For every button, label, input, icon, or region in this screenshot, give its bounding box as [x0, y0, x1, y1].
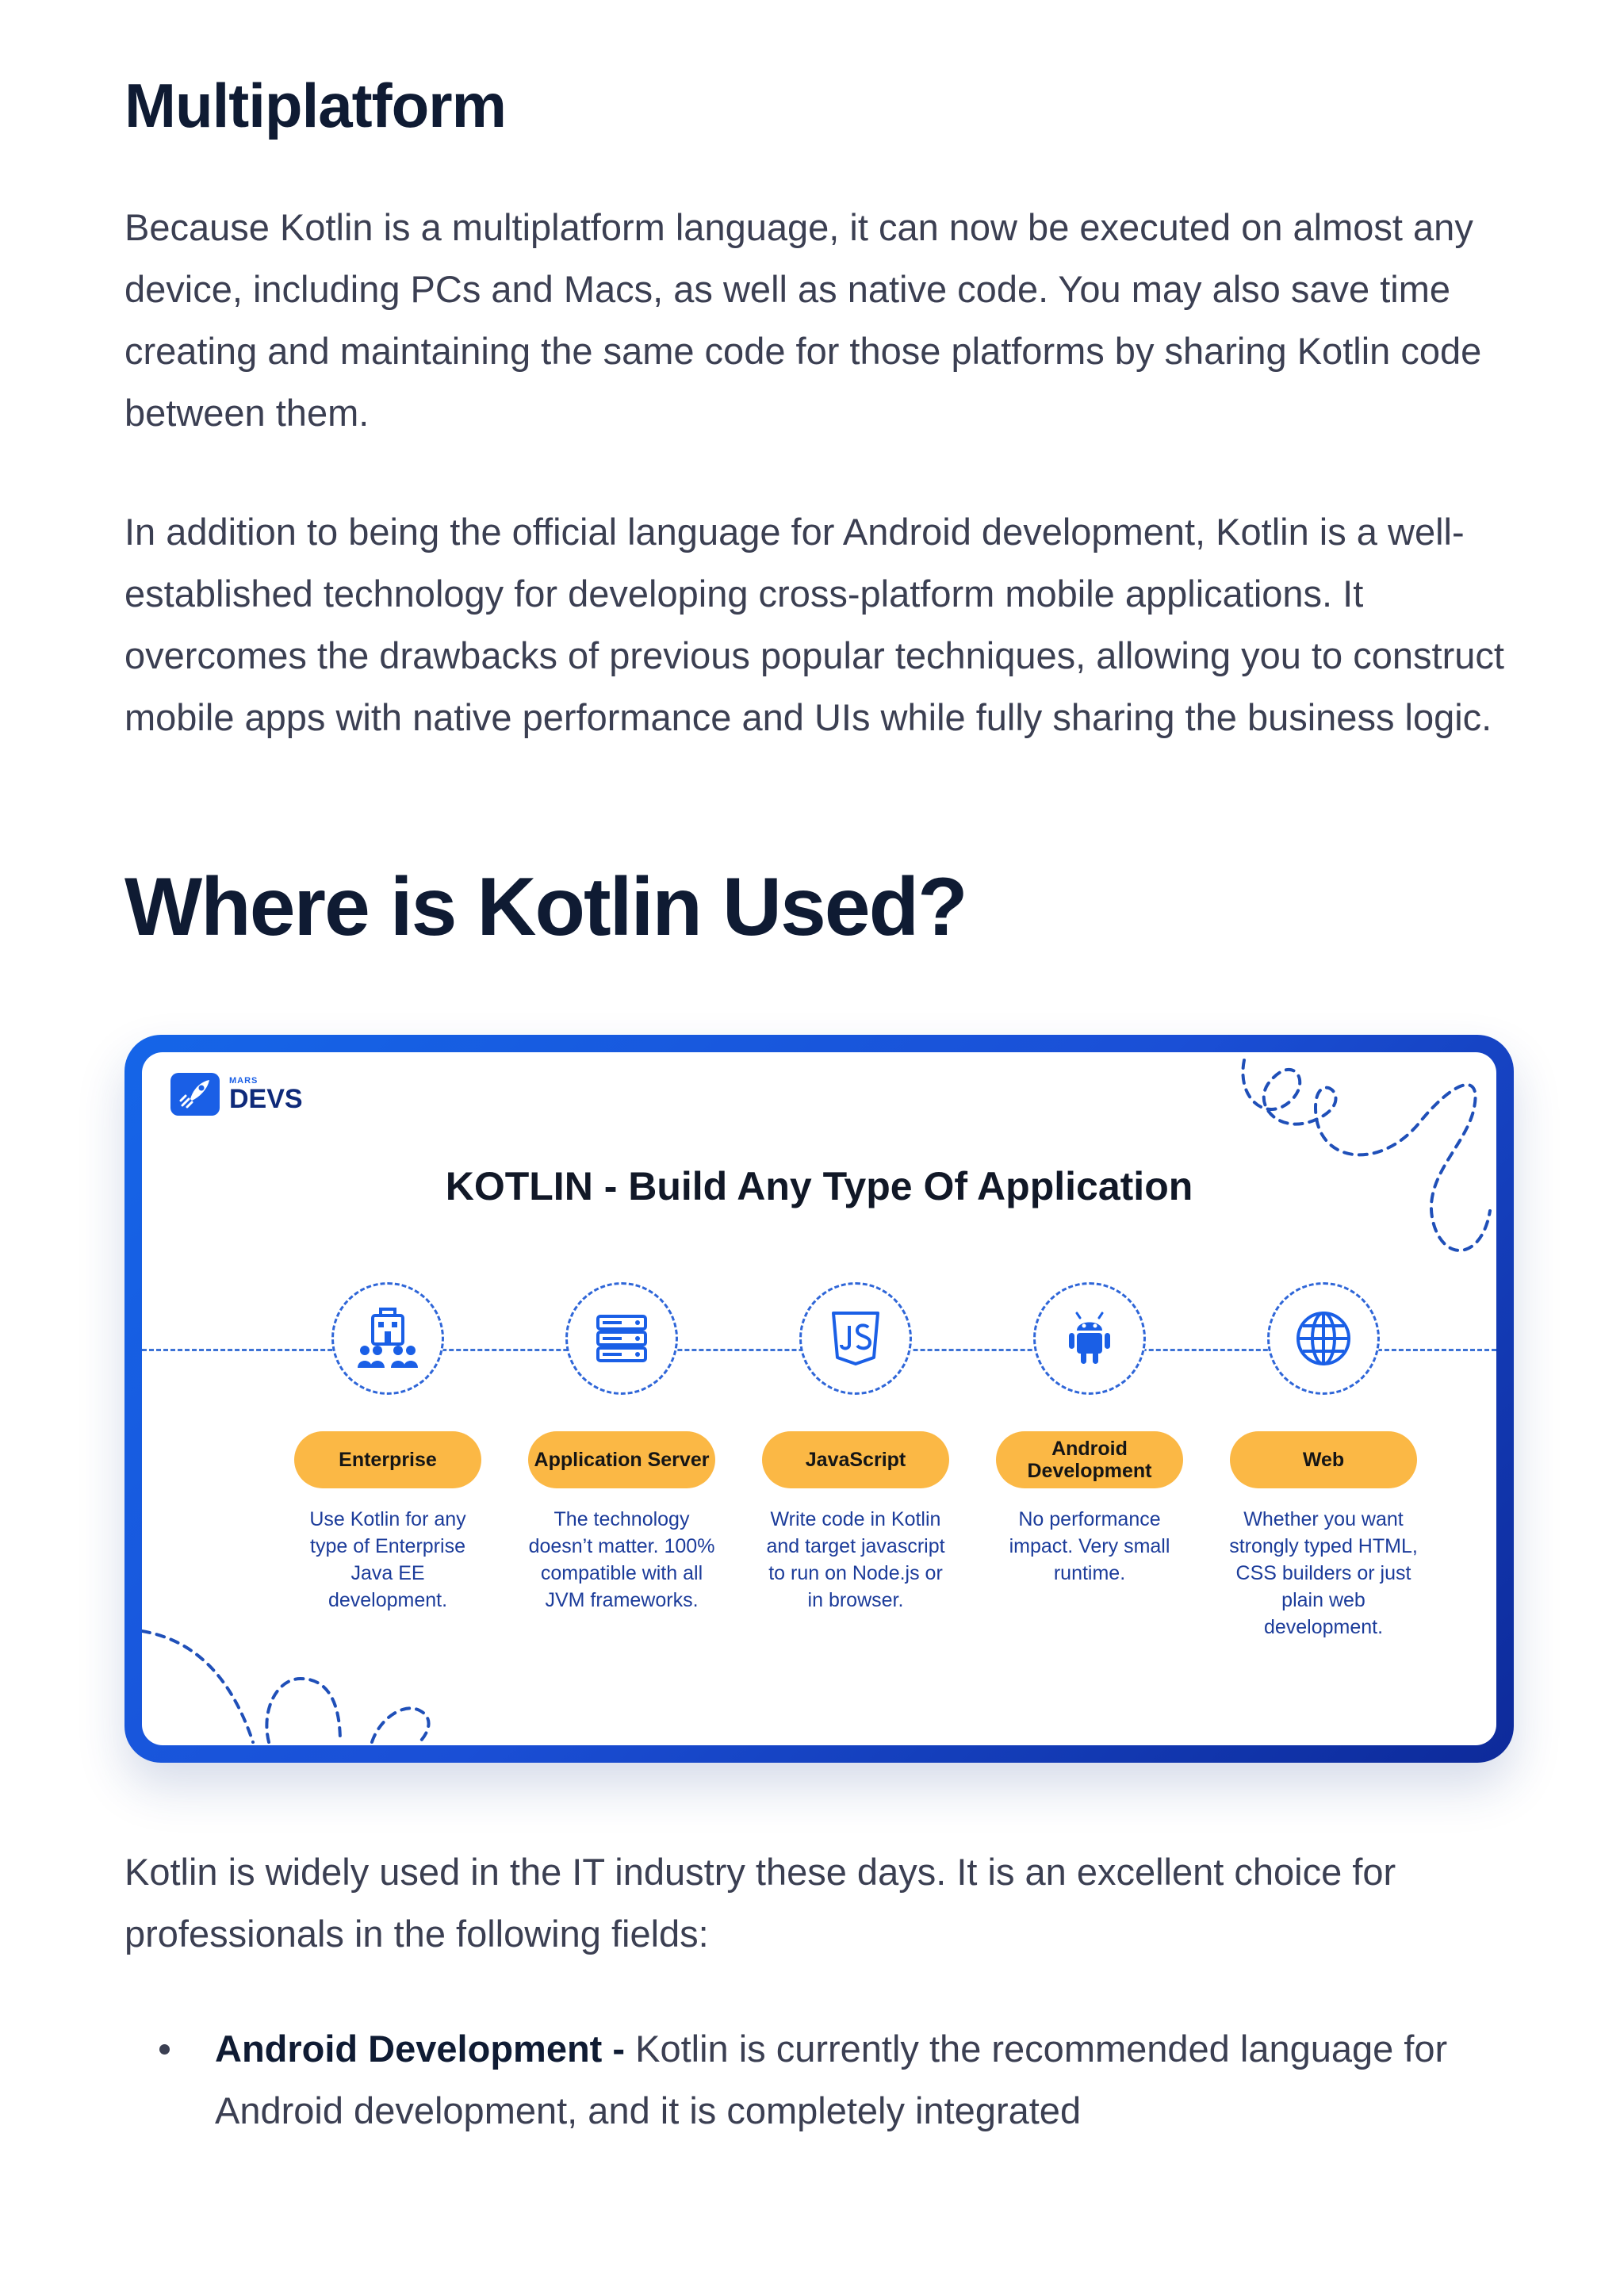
list-item-text: Kotlin is currently the recommended language for Android development, and it is completely integrated [215, 2028, 1448, 2131]
logo-small-text: MARS [229, 1075, 259, 1086]
android-icon [1033, 1282, 1146, 1395]
category-javascript [760, 1282, 951, 1614]
javascript-shield-icon [799, 1282, 912, 1395]
infographic-title: KOTLIN - Build Any Type Of Application [445, 1164, 1193, 1208]
kotlin-infographic [124, 1035, 1514, 1763]
fields-list [124, 2018, 1520, 2142]
paragraph-cross-platform: In addition to being the official language for Android development, Kotlin is a well-established technology for developing cross-platform mobile applications. It overcomes the drawbacks of previous popular techniques, allowing you to construct mobile apps with native performance and UIs while fully sharing the business logic. [124, 511, 1504, 738]
server-icon [565, 1282, 678, 1395]
category-description: The technology doesn’t matter. 100% compatible with all JVM frameworks. [528, 1508, 715, 1611]
infographic-card [142, 1052, 1496, 1745]
category-label: Android Development [996, 1431, 1183, 1488]
enterprise-building-icon [331, 1282, 444, 1395]
category-enterprise [293, 1282, 483, 1614]
section-title: Multiplatform [124, 71, 506, 140]
category-application-server [527, 1282, 717, 1614]
category-android-development [994, 1282, 1185, 1587]
list-item [124, 2018, 1520, 2142]
category-label: Application Server [528, 1431, 715, 1488]
dashed-doodle-bottom-left [142, 1623, 459, 1745]
page-heading: Where is Kotlin Used? [124, 861, 967, 953]
category-description: Use Kotlin for any type of Enterprise Java EE development. [309, 1508, 466, 1611]
list-item-term: Android Development - [215, 2028, 626, 2070]
paragraph-intro: Kotlin is widely used in the IT industry these days. It is an excellent choice for professionals in the following fields: [124, 1851, 1396, 1955]
globe-icon [1267, 1282, 1380, 1395]
category-label: JavaScript [762, 1431, 949, 1488]
paragraph-multiplatform: Because Kotlin is a multiplatform language, it can now be executed on almost any device, including PCs and Macs, as well as native code. You may also save time creating and maintaining the same code for those platforms by sharing Kotlin code between them. [124, 206, 1482, 434]
logo-main-text: DEVS [229, 1083, 303, 1114]
category-web [1228, 1282, 1419, 1641]
category-description: Whether you want strongly typed HTML, CSS builders or just plain web development. [1229, 1508, 1418, 1638]
mars-devs-logo [170, 1073, 303, 1116]
category-label: Enterprise [294, 1431, 481, 1488]
category-description: Write code in Kotlin and target javascript to run on Node.js or in browser. [766, 1508, 945, 1611]
rocket-icon [170, 1073, 220, 1116]
category-label: Web [1230, 1431, 1417, 1488]
category-description: No performance impact. Very small runtime. [1009, 1508, 1170, 1584]
